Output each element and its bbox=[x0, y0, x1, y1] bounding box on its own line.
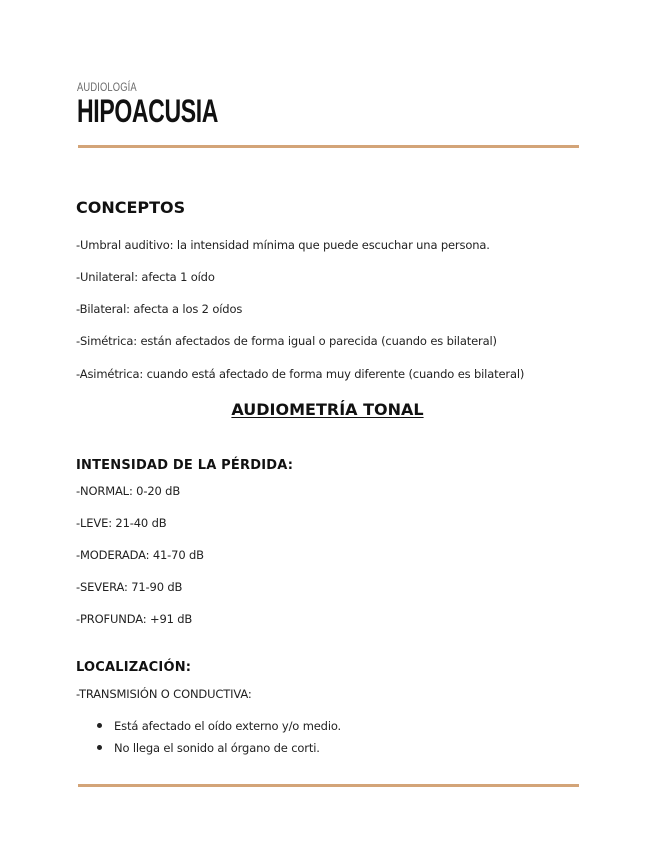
bullet-dot-icon bbox=[97, 723, 102, 728]
concept-umbral: -Umbral auditivo: la intensidad mínima que puede escuchar una persona. bbox=[76, 238, 490, 252]
conceptos-heading: CONCEPTOS bbox=[76, 198, 186, 217]
intensidad-leve: -LEVE: 21-40 dB bbox=[76, 516, 167, 530]
concept-unilateral: -Unilateral: afecta 1 oído bbox=[76, 270, 215, 284]
concept-bilateral: -Bilateral: afecta a los 2 oídos bbox=[76, 302, 243, 316]
list-item bbox=[97, 719, 341, 733]
footer-divider bbox=[78, 784, 579, 787]
bullet-text: Está afectado el oído externo y/o medio. bbox=[114, 719, 342, 733]
concept-asimetrica: -Asimétrica: cuando está afectado de forma muy diferente (cuando es bilateral) bbox=[76, 367, 525, 381]
title-divider bbox=[78, 145, 579, 148]
bullet-text: No llega el sonido al órgano de corti. bbox=[114, 741, 320, 755]
concept-simetrica: -Simétrica: están afectados de forma igual o parecida (cuando es bilateral) bbox=[76, 334, 497, 348]
intensidad-severa: -SEVERA: 71-90 dB bbox=[76, 580, 183, 594]
localizacion-heading: LOCALIZACIÓN: bbox=[76, 660, 192, 675]
intensidad-heading: INTENSIDAD DE LA PÉRDIDA: bbox=[76, 458, 294, 473]
localizacion-type: -TRANSMISIÓN O CONDUCTIVA: bbox=[76, 687, 252, 701]
list-item bbox=[97, 741, 320, 755]
intensidad-normal: -NORMAL: 0-20 dB bbox=[76, 484, 181, 498]
audiometria-heading: AUDIOMETRÍA TONAL bbox=[231, 400, 424, 419]
intensidad-moderada: -MODERADA: 41-70 dB bbox=[76, 548, 204, 562]
intensidad-profunda: -PROFUNDA: +91 dB bbox=[76, 612, 193, 626]
page-title: HIPOACUSIA bbox=[77, 93, 219, 129]
subject-kicker: AUDIOLOGÍA bbox=[77, 80, 137, 94]
bullet-dot-icon bbox=[97, 745, 102, 750]
